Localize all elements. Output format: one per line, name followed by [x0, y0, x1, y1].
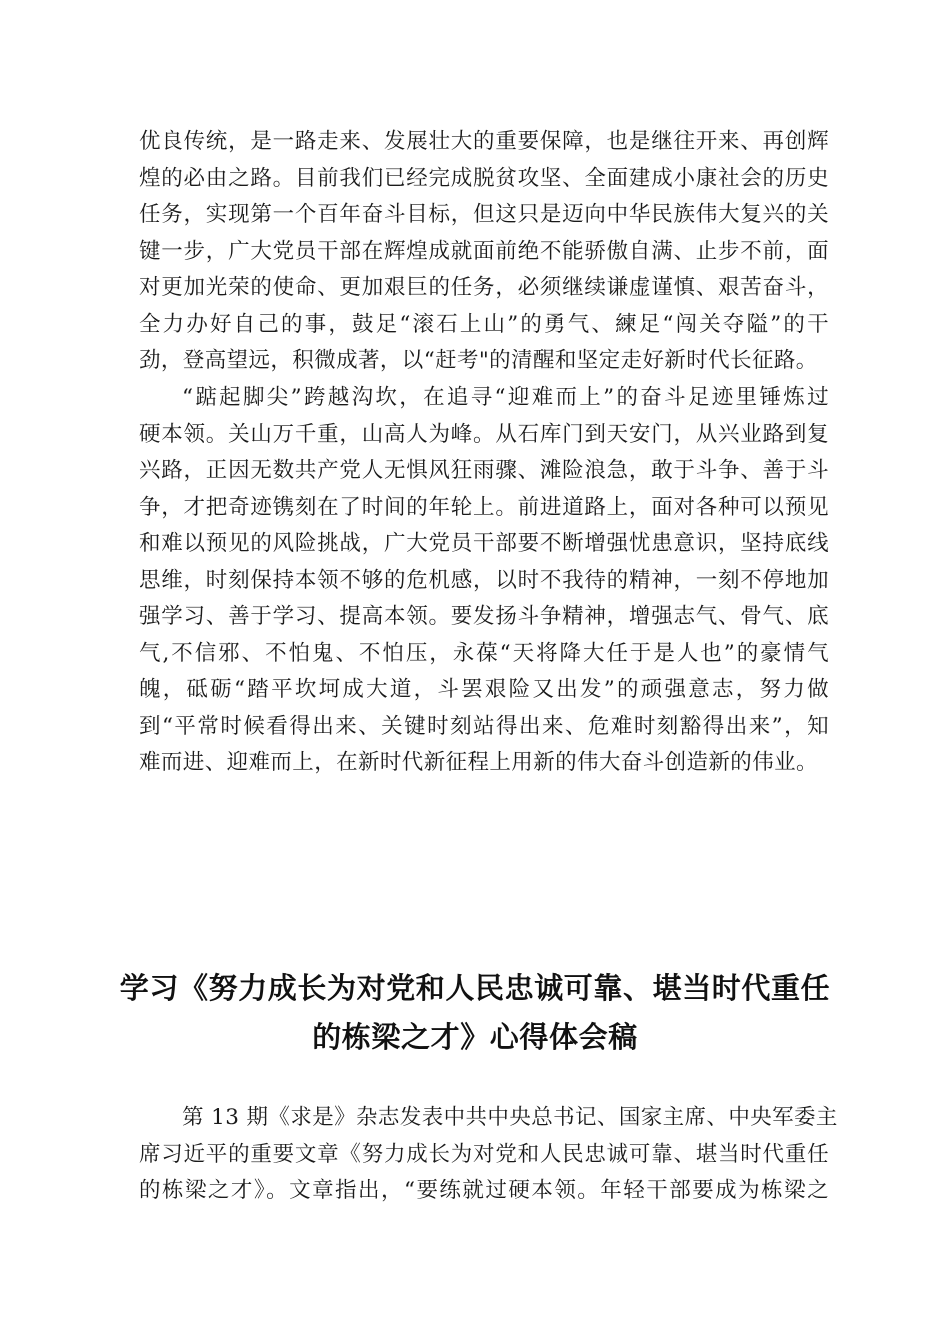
text-line: 魄，砥砺“踏平坎坷成大道，斗罢艰险又出发”的顽强意志，努力做 [139, 677, 829, 702]
text-line: 争，才把奇迹镌刻在了时间的年轮上。前进道路上，面对各种可以预见 [139, 494, 829, 520]
text-line: 对更加光荣的使命、更加艰巨的任务，必须继续谦虚谨慎、艰苦奋斗， [139, 275, 829, 300]
body-paragraph-2 [139, 380, 829, 782]
text-line: 思维，时刻保持本领不够的危机感，以时不我待的精神，一刻不停地加 [139, 567, 829, 593]
text-line: 气,不信邪、不怕鬼、不怕压，永葆“天将降大任于是人也”的豪情气 [139, 640, 829, 666]
text-line: 优良传统，是一路走来、发展壮大的重要保障，也是继往开来、再创辉 [139, 129, 829, 154]
heading-line-1: 学习《努力成长为对党和人民忠诚可靠、堪当时代重任 [119, 971, 831, 1005]
body-paragraph-1 [139, 124, 829, 380]
text-line: 劲，登高望远，积微成著，以“赶考"的清醒和坚定走好新时代长征路。 [139, 348, 818, 373]
text-line: 第 13 期《求是》杂志发表中共中央总书记、国家主席、中央军委主 [182, 1105, 838, 1130]
text-line: 键一步，广大党员干部在辉煌成就面前绝不能骄傲自满、止步不前，面 [139, 238, 829, 264]
text-line: 的栋梁之才》。文章指出，“要练就过硬本领。年轻干部要成为栋梁之 [139, 1178, 829, 1203]
text-line: 任务，实现第一个百年奋斗目标，但这只是迈向中华民族伟大复兴的关 [139, 202, 829, 227]
text-line: “踮起脚尖”跨越沟坎，在追寻“迎难而上”的奋斗足迹里锤炼过 [182, 385, 829, 410]
body-paragraph-3 [139, 1100, 838, 1210]
heading-line-2: 的栋梁之才》心得体会稿 [312, 1020, 638, 1054]
text-line: 席习近平的重要文章《努力成长为对党和人民忠诚可靠、堪当时代重任 [139, 1141, 829, 1167]
text-line: 硬本领。关山万千重，山高人为峰。从石库门到天安门，从兴业路到复 [139, 421, 829, 447]
text-line: 兴路，正因无数共产党人无惧风狂雨骤、滩险浪急，敢于斗争、善于斗 [139, 458, 829, 483]
text-line: 到“平常时候看得出来、关键时刻站得出来、危难时刻豁得出来”，知 [139, 713, 829, 739]
text-line: 煌的必由之路。目前我们已经完成脱贫攻坚、全面建成小康社会的历史 [139, 165, 829, 191]
text-line: 全力办好自己的事，鼓足“滚石上山”的勇气、練足“闯关夺隘”的干 [139, 311, 829, 337]
article-heading [100, 964, 850, 1062]
text-line: 和难以预见的风险挑战，广大党员干部要不断增强忧患意识，坚持底线 [139, 531, 829, 556]
text-line: 难而进、迎难而上，在新时代新征程上用新的伟大奋斗创造新的伟业。 [139, 750, 818, 775]
text-line: 强学习、善于学习、提高本领。要发扬斗争精神，增强志气、骨气、底 [139, 604, 829, 629]
